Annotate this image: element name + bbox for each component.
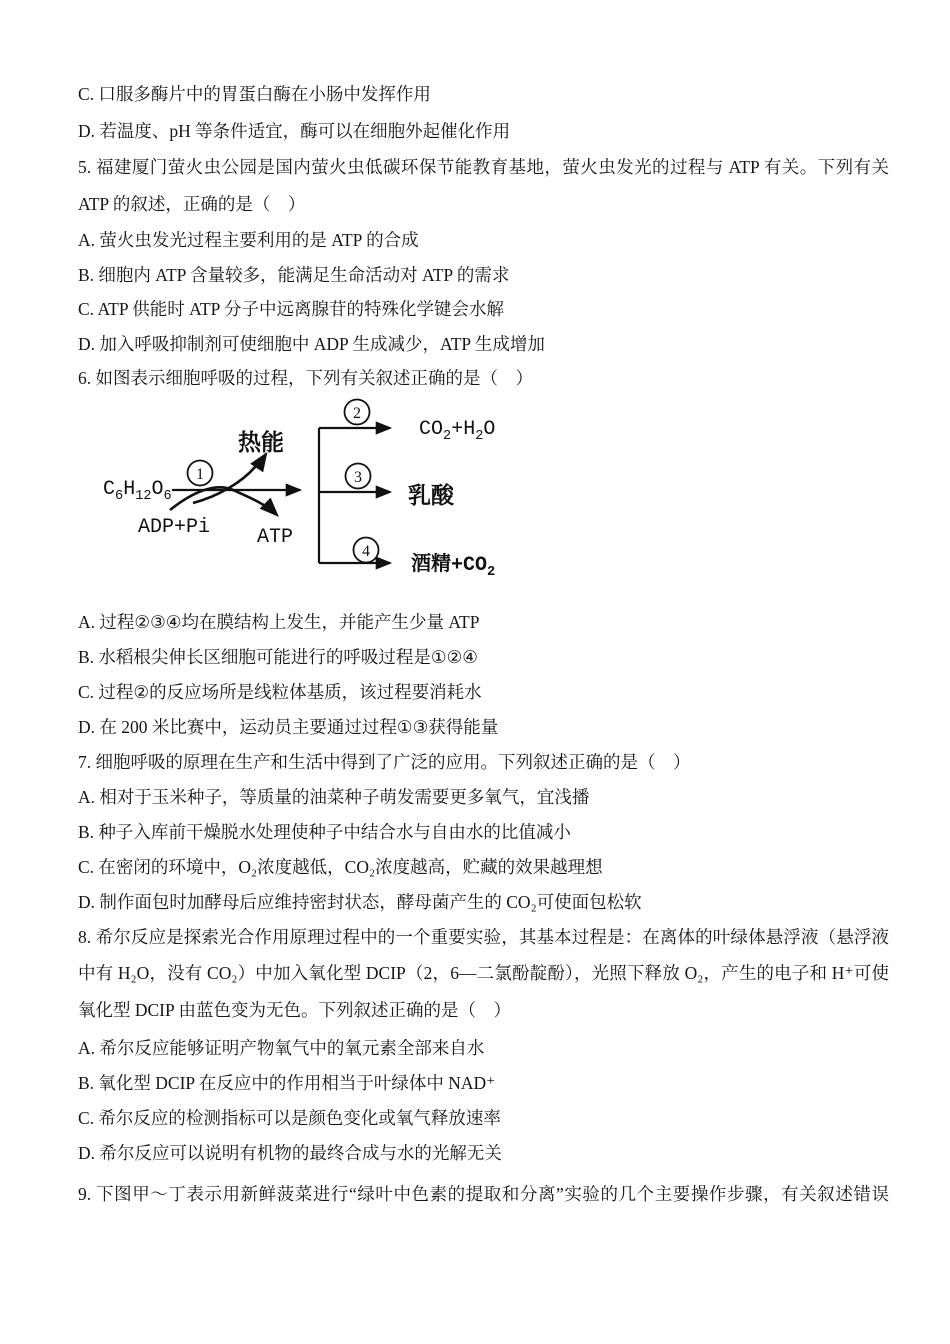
option-6c: C. 过程②的反应场所是线粒体基质，该过程要消耗水 [78,682,482,702]
question-8-stem-line-3: 氧化型 DCIP 由蓝色变为无色。下列叙述正确的是（ ） [78,1000,511,1020]
option-6b: B. 水稻根尖伸长区细胞可能进行的呼吸过程是①②④ [78,647,478,667]
heat-label: 热能 [238,430,284,456]
svg-text:1: 1 [196,466,204,483]
svg-text:3: 3 [354,469,362,486]
option-7a: A. 相对于玉米种子，等质量的油菜种子萌发需要更多氧气，宜浅播 [78,787,590,807]
svg-text:4: 4 [362,543,370,560]
question-6-stem: 6. 如图表示细胞呼吸的过程，下列有关叙述正确的是（ ） [78,368,533,388]
question-8-stem-line-2: 中有 H₂O，没有 CO₂）中加入氧化型 DCIP（2，6—二氯酚靛酚），光照下释放 O₂，产生的电子和 H⁺可使 [78,963,889,983]
step-circle-3 [346,464,371,489]
option-4c: C. 口服多酶片中的胃蛋白酶在小肠中发挥作用 [78,84,431,104]
option-6d: D. 在 200 米比赛中，运动员主要通过过程①③获得能量 [78,717,499,737]
step-circle-2 [345,400,370,425]
option-8b: B. 氧化型 DCIP 在反应中的作用相当于叶绿体中 NAD⁺ [78,1073,496,1093]
svg-text:2: 2 [353,405,361,422]
option-7b: B. 种子入库前干燥脱水处理使种子中结合水与自由水的比值减小 [78,822,571,842]
question-8-stem-line-1: 8. 希尔反应是探索光合作用原理过程中的一个重要实验，其基本过程是：在离体的叶绿体悬浮液（悬浮液 [78,927,889,947]
option-5b: B. 细胞内 ATP 含量较多，能满足生命活动对 ATP 的需求 [78,265,510,285]
option-7d: D. 制作面包时加酵母后应维持密封状态，酵母菌产生的 CO₂可使面包松软 [78,892,642,912]
adp-pi-label: ADP+Pi [138,516,211,539]
atp-label: ATP [257,526,294,549]
option-4d: D. 若温度、pH 等条件适宜，酶可以在细胞外起催化作用 [78,121,511,141]
question-5-stem-line-2: ATP 的叙述，正确的是（ ） [78,194,306,214]
option-5c: C. ATP 供能时 ATP 分子中远离腺苷的特殊化学键会水解 [78,299,505,319]
product-alcohol-formula: 酒精$+CO_2$ [411,554,496,580]
option-6a: A. 过程②③④均在膜结构上发生，并能产生少量 ATP [78,612,480,632]
step-circle-1 [188,461,213,486]
option-5d: D. 加入呼吸抑制剂可使细胞中 ADP 生成减少，ATP 生成增加 [78,334,545,354]
option-8c: C. 希尔反应的检测指标可以是颜色变化或氧气释放速率 [78,1108,501,1128]
question-7-stem: 7. 细胞呼吸的原理在生产和生活中得到了广泛的应用。下列叙述正确的是（ ） [78,752,691,772]
question-9-stem-line-1: 9. 下图甲～丁表示用新鲜菠菜进行“绿叶中色素的提取和分离”实验的几个主要操作步骤，有关叙述错误 [78,1184,889,1204]
step-circle-4 [354,538,379,563]
question-5-stem-line-1: 5. 福建厦门萤火虫公园是国内萤火虫低碳环保节能教育基地，萤火虫发光的过程与 ATP 有关。下列有关 [78,157,889,177]
option-5a: A. 萤火虫发光过程主要利用的是 ATP 的合成 [78,230,419,250]
substrate-formula: $C_6H_{12}O_6$ [103,478,172,504]
option-8a: A. 希尔反应能够证明产物氧气中的氧元素全部来自水 [78,1038,485,1058]
product-lactic-label: 乳酸 [408,483,454,509]
option-7c: C. 在密闭的环境中，O₂浓度越低，CO₂浓度越高，贮藏的效果越理想 [78,857,603,877]
product-aerobic-formula: $CO_2+H_2O$ [419,418,496,444]
option-8d: D. 希尔反应可以说明有机物的最终合成与水的光解无关 [78,1143,502,1163]
